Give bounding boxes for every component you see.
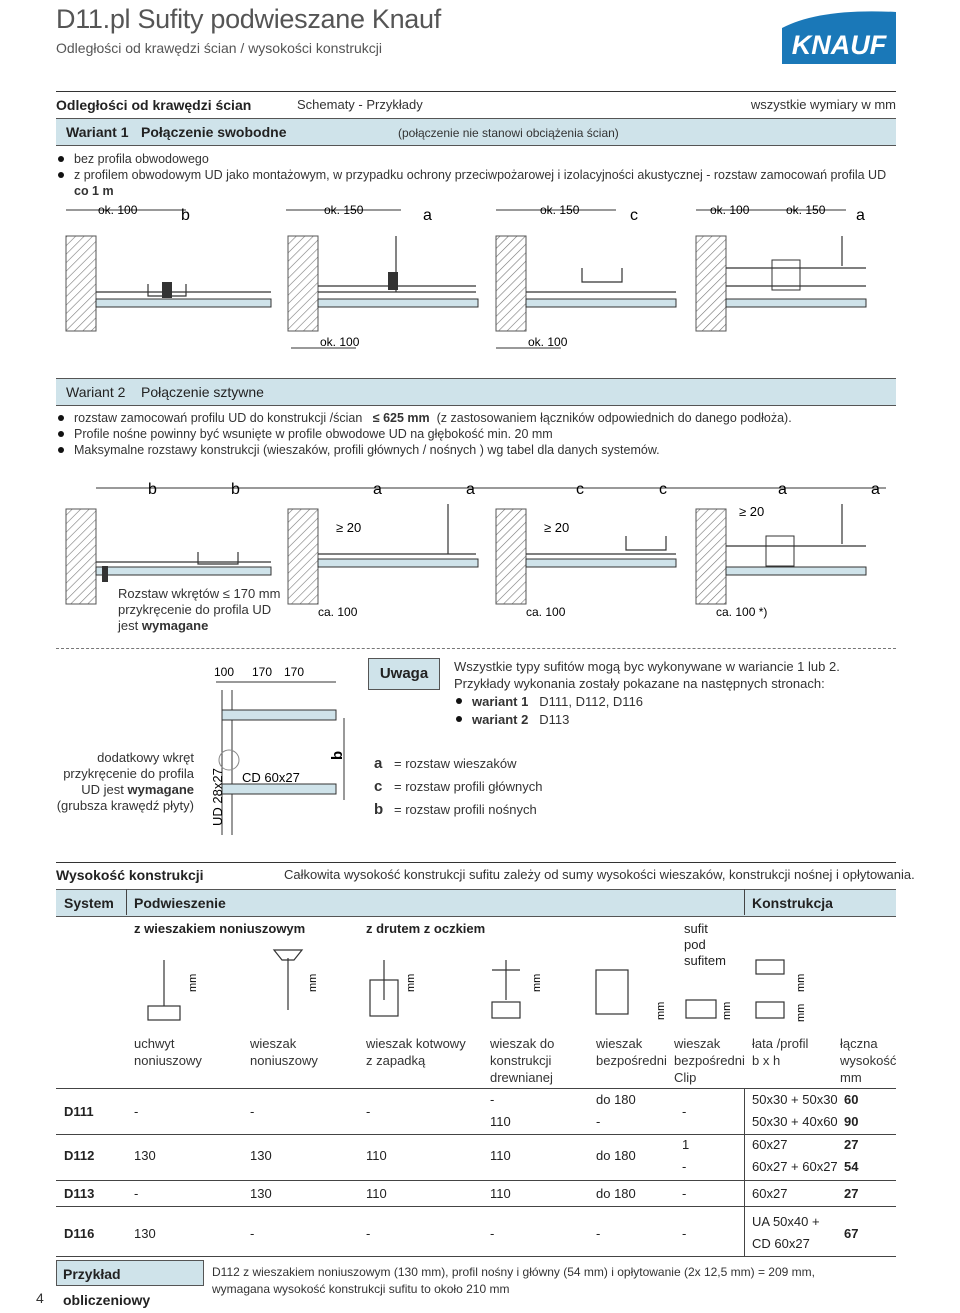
variant1-label: Wariant 1 <box>66 124 129 140</box>
hdr-clip: wieszak bezpośredni Clip <box>674 1036 745 1085</box>
v2-dim-1: ≥ 20 <box>336 520 362 535</box>
hdr-wieszak-nonius: wieszak noniuszowy <box>250 1036 318 1068</box>
example-text: D112 z wieszakiem noniuszowym (130 mm), profil nośny i główny (54 mm) i opłytowanie (2x 12,5 mm) = 209 mm, wymagana wysokość konstrukcji sufitu to około 210 mm <box>212 1265 815 1296</box>
bullet-item: wariant 1 D111, D112, D116 <box>454 693 643 711</box>
page-title: D11.pl Sufity podwieszane Knauf <box>56 4 441 34</box>
v1-bottom-dim-1: ok. 100 <box>320 335 360 349</box>
v2-letter-a1: a <box>373 481 382 498</box>
detail-b: b <box>329 750 346 760</box>
knauf-logo <box>780 6 898 68</box>
cell: 130 <box>134 1226 156 1241</box>
detail-dim-2: 170 <box>252 665 273 679</box>
cell: 50x30 + 40x60 <box>752 1114 838 1129</box>
v2-letter-a4: a <box>871 481 880 498</box>
cell: 1 <box>682 1137 690 1152</box>
cell: 130 <box>134 1148 156 1163</box>
v2-ca-2: ca. 100 <box>526 605 566 619</box>
v2-ca-3: ca. 100 *) <box>716 605 768 619</box>
cell: - <box>682 1226 687 1241</box>
col-podwieszenie: Podwieszenie <box>134 895 226 911</box>
section2-desc: Całkowita wysokość konstrukcji sufitu zależy od sumy wysokości wieszaków, konstrukcji nośnej i opłytowania. <box>284 867 915 882</box>
v2-letter-a3: a <box>778 481 787 498</box>
cell: - <box>682 1159 687 1174</box>
cell: - <box>490 1092 495 1107</box>
detail-dim-1: 100 <box>214 665 235 679</box>
mm-6: mm <box>721 1001 733 1020</box>
hdr-kotwowy: wieszak kotwowy z zapadką <box>366 1036 466 1068</box>
variant1-note: (połączenie nie stanowi obciążenia ścian) <box>398 126 619 140</box>
units-note: wszystkie wymiary w mm <box>750 97 896 112</box>
v1-letter-a: a <box>423 207 432 224</box>
v1-dim-5: ok. 150 <box>786 203 826 217</box>
v2-letter-c1: c <box>576 481 584 498</box>
bullet-item: Profile nośne powinny być wsunięte w profile obwodowe UD na głębokość min. 20 mm <box>56 426 896 442</box>
bullet-item: bez profila obwodowego <box>56 151 896 167</box>
cell: 130 <box>250 1148 272 1163</box>
cell: 110 <box>490 1186 511 1201</box>
cell: - <box>682 1104 687 1119</box>
variant1-bullets <box>56 151 896 199</box>
cell: 60x27 <box>752 1186 788 1201</box>
cell: 110 <box>366 1186 387 1201</box>
cell: - <box>366 1104 371 1119</box>
v1-letter-b: b <box>181 207 190 224</box>
v1-dim-4: ok. 100 <box>710 203 750 217</box>
cell: 110 <box>366 1148 387 1163</box>
hdr-lata: łata /profil b x h <box>752 1036 809 1068</box>
cell: 130 <box>250 1186 272 1201</box>
v1-dim-1: ok. 100 <box>98 203 138 217</box>
hdr-uchwyt: uchwyt noniuszowy <box>134 1036 202 1068</box>
sub-drut: z drutem z oczkiem <box>366 921 486 936</box>
v1-letter-c: c <box>630 207 638 224</box>
detail-ud: UD 28x27 <box>210 768 225 826</box>
v2-letter-c2: c <box>659 481 667 498</box>
detail-diagram <box>196 660 366 850</box>
cell: 60 <box>844 1092 859 1107</box>
cell: - <box>596 1226 601 1241</box>
hdr-drewniany: wieszak do konstrukcji drewnianej <box>490 1036 555 1085</box>
variant2-bullets <box>56 410 896 458</box>
row-d116-sys: D116 <box>64 1226 95 1241</box>
cell: 90 <box>844 1114 859 1129</box>
col-konstrukcja: Konstrukcja <box>752 895 833 911</box>
row-d113-sys: D113 <box>64 1186 95 1201</box>
cell: 110 <box>490 1148 511 1163</box>
uwaga-variants <box>454 693 643 729</box>
page-subtitle: Odległości od krawędzi ścian / wysokości konstrukcji <box>56 40 383 56</box>
mm-5: mm <box>655 1001 667 1020</box>
logo-text: KNAUF <box>791 30 887 60</box>
hdr-bezposredni: wieszak bezpośredni <box>596 1036 667 1068</box>
mm-1: mm <box>187 973 199 992</box>
cell: 54 <box>844 1159 859 1174</box>
cell: - <box>134 1104 139 1119</box>
v2-dim-3: ≥ 20 <box>739 504 765 519</box>
variant2-label: Wariant 2 <box>66 384 126 400</box>
cell: 60x27 <box>752 1137 788 1152</box>
cell: 27 <box>844 1186 859 1201</box>
cell: do 180 <box>596 1092 636 1107</box>
uwaga-text: Wszystkie typy sufitów mogą byc wykonywane w wariancie 1 lub 2. Przykłady wykonania zostały pokazane na następnych stronach: <box>454 659 840 691</box>
bullet-item: wariant 2 D113 <box>454 711 643 729</box>
page-number: 4 <box>36 1290 44 1306</box>
v1-dim-2: ok. 150 <box>324 203 364 217</box>
detail-left-note: dodatkowy wkręt przykręcenie do profila UD jest wymagane (grubsza krawędź płyty) <box>56 750 194 813</box>
v1-bottom-dim-2: ok. 100 <box>528 335 568 349</box>
mm-3: mm <box>405 973 417 992</box>
detail-cd: CD 60x27 <box>242 770 300 785</box>
hdr-laczna: łączna wysokość mm <box>840 1036 897 1085</box>
section1-title: Odległości od krawędzi ścian <box>56 97 252 113</box>
variant2-name: Połączenie sztywne <box>141 384 264 400</box>
cell: UA 50x40 + <box>752 1214 820 1229</box>
section2-title: Wysokość konstrukcji <box>56 867 204 883</box>
variant1-diagrams <box>56 196 896 356</box>
mm-4: mm <box>531 973 543 992</box>
sufit-label: sufit pod sufitem <box>684 921 726 968</box>
mm-2: mm <box>307 973 319 992</box>
v2-dim-2: ≥ 20 <box>544 520 570 535</box>
sub-nonius: z wieszakiem noniuszowym <box>134 921 306 936</box>
cell: 60x27 + 60x27 <box>752 1159 838 1174</box>
cell: - <box>250 1226 255 1241</box>
cell: 50x30 + 50x30 <box>752 1092 838 1107</box>
cell: - <box>490 1226 495 1241</box>
col-system: System <box>64 895 114 911</box>
cell: - <box>682 1186 687 1201</box>
cell: 67 <box>844 1226 859 1241</box>
cell: do 180 <box>596 1148 636 1163</box>
schemes-label: Schematy - Przykłady <box>297 97 423 112</box>
bullet-item: rozstaw zamocowań profilu UD do konstrukcji /ścian ≤ 625 mm (z zastosowaniem łączników odpowiednich do danego podłoża). <box>56 410 896 426</box>
variant1-name: Połączenie swobodne <box>141 124 287 140</box>
example-label: Przykład obliczeniowy <box>56 1260 204 1286</box>
cell: CD 60x27 <box>752 1236 810 1251</box>
legend: a = rozstaw wieszaków c = rozstaw profili głównych b = rozstaw profili nośnych <box>374 755 543 818</box>
screw-note: Rozstaw wkrętów ≤ 170 mm przykręcenie do profila UD jest wymagane <box>118 586 281 633</box>
uwaga-badge: Uwaga <box>368 658 440 690</box>
v2-letter-b2: b <box>231 481 240 498</box>
v1-letter-a2: a <box>856 207 865 224</box>
cell: - <box>366 1226 371 1241</box>
detail-dim-3: 170 <box>284 665 305 679</box>
row-d112-sys: D112 <box>64 1148 95 1163</box>
cell: do 180 <box>596 1186 636 1201</box>
cell: 110 <box>490 1114 511 1129</box>
cell: - <box>250 1104 255 1119</box>
v1-dim-3: ok. 150 <box>540 203 580 217</box>
mm-7: mm <box>795 973 807 992</box>
v2-letter-b1: b <box>148 481 157 498</box>
bullet-item: z profilem obwodowym UD jako montażowym, w przypadku ochrony przeciwpożarowej i izolacyjności akustycznej - rozstaw zamocowań profila UD co 1 m <box>56 167 896 199</box>
cell: - <box>134 1186 139 1201</box>
bullet-item: Maksymalne rozstawy konstrukcji (wieszaków, profili głównych / nośnych ) wg tabel dla danych systemów. <box>56 442 896 458</box>
v2-ca-1: ca. 100 <box>318 605 358 619</box>
mm-8: mm <box>795 1003 807 1022</box>
cell: - <box>596 1114 601 1129</box>
v2-letter-a2: a <box>466 481 475 498</box>
row-d111-sys: D111 <box>64 1104 94 1119</box>
cell: 27 <box>844 1137 859 1152</box>
hanger-icons <box>126 940 826 1030</box>
